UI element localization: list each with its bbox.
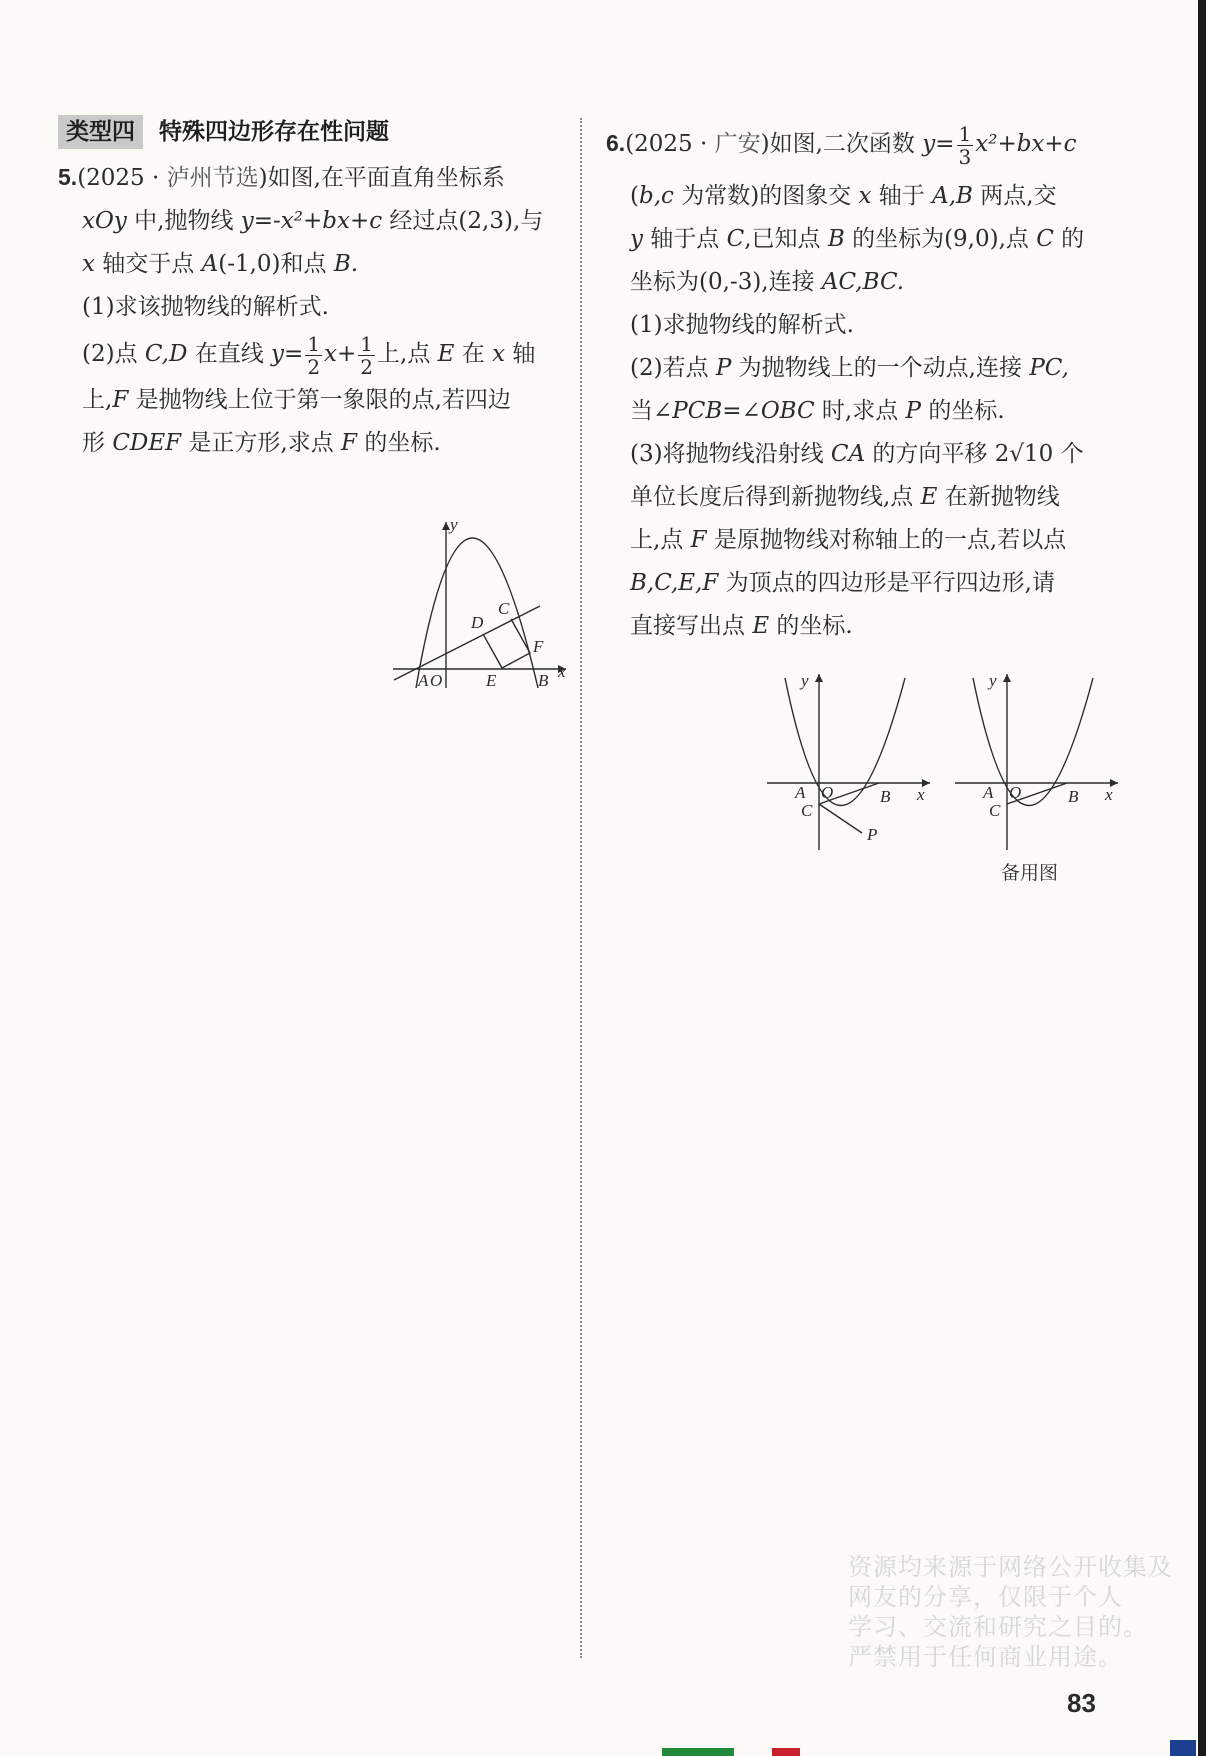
frac-third-den: 3 xyxy=(958,144,972,169)
problem6-source-open: (2025 · xyxy=(625,131,715,157)
p6l3-a: 轴于点 xyxy=(643,226,727,252)
p6l2-bc: b,c xyxy=(638,183,674,209)
q2l2-f: F xyxy=(112,387,129,413)
p6q3l5-a: 直接写出点 xyxy=(630,613,753,639)
p6q2-p: P xyxy=(715,355,732,381)
page-number: 83 xyxy=(1067,1688,1096,1718)
fraction-half-2 xyxy=(358,333,375,378)
problem6-q3-line2 xyxy=(606,476,1120,519)
problem6-q3-line1 xyxy=(606,433,1120,476)
q2l2-a: 上, xyxy=(82,387,113,413)
q2-axis: 轴 xyxy=(505,341,536,367)
p6q3-sqrt: √10 xyxy=(1009,441,1054,467)
problem5-number: 5. xyxy=(58,164,78,190)
p6q3-ca: CA xyxy=(830,441,866,467)
q2-d: 在 xyxy=(454,341,493,367)
p6l2-d: 两点,交 xyxy=(972,183,1057,209)
problem5-point-b: B. xyxy=(333,251,359,277)
problem5-q2-line3 xyxy=(58,422,570,465)
problem5-intro-b-mid: 中,抛物线 xyxy=(126,208,241,234)
square-cdef xyxy=(483,619,530,668)
p6q3l5-e: E xyxy=(752,613,770,639)
problem6-q1: (1)求抛物线的解析式. xyxy=(630,312,854,338)
p6q2l2-pcb: PCB xyxy=(672,398,723,424)
p6l2-x: x xyxy=(858,183,872,209)
column-divider xyxy=(580,118,582,1658)
p6q3-a: (3)将抛物线沿射线 xyxy=(630,441,831,467)
q2l3-cdef: CDEF xyxy=(112,430,182,456)
fraction-third xyxy=(957,123,974,168)
problem5-source-close: ) xyxy=(258,165,268,191)
q2-e: E xyxy=(437,341,455,367)
color-bar-blue xyxy=(1170,1740,1196,1756)
problem-5 xyxy=(58,156,570,465)
p6l3-e: 的 xyxy=(1053,226,1085,252)
problem6-source-close: ) xyxy=(760,131,770,157)
q2l3-c: 的坐标. xyxy=(357,430,441,456)
label-y: y xyxy=(450,518,458,534)
p6q3l4-b: 为顶点的四边形是平行四边形,请 xyxy=(718,570,1055,596)
problem5-q1: (1)求该抛物线的解析式. xyxy=(82,294,329,320)
problem5-var-x: x xyxy=(82,251,95,277)
p6q3l2-b: 在新抛物线 xyxy=(937,484,1060,510)
color-bar-green xyxy=(662,1748,734,1756)
p6l3-c: C xyxy=(726,226,745,252)
watermark-line-2: 网友的分享，仅限于个人 xyxy=(848,1583,1123,1611)
q2l3-b: 是正方形,求点 xyxy=(181,430,342,456)
p6q3-c: 个 xyxy=(1053,441,1084,467)
watermark xyxy=(848,1552,1206,1672)
problem6-figure-1 xyxy=(765,668,940,857)
q2-cd: C,D xyxy=(144,341,188,367)
problem5-intro-a: 如图,在平面直角坐标系 xyxy=(267,165,505,191)
p6q2l2-b: =∠ xyxy=(722,398,761,424)
frac-third-num: 1 xyxy=(958,121,972,146)
p6q3l3-f: F xyxy=(690,527,707,553)
label-C: C xyxy=(989,801,1001,820)
problem5-var-xoy: xOy xyxy=(82,208,127,234)
p6q2-b: 为抛物线上的一个动点,连接 xyxy=(731,355,1030,381)
problem6-intro-a: 如图,二次函数 xyxy=(769,131,923,157)
problem5-coord-a: (-1,0) xyxy=(218,251,281,277)
label-C: C xyxy=(801,801,813,820)
right-column xyxy=(606,112,1120,648)
p6l2-c: 轴于 xyxy=(871,183,933,209)
label-A: A xyxy=(418,671,429,690)
problem6-q2-line1 xyxy=(606,347,1120,390)
problem6-line4 xyxy=(606,261,1120,304)
problem6-eq-y: y= xyxy=(922,131,955,157)
p6q2l2-d: 的坐标. xyxy=(921,398,1005,424)
q2-c: 上,点 xyxy=(377,341,438,367)
p6l3-y: y xyxy=(630,226,643,252)
problem6-eq-rest: x²+bx+c xyxy=(975,131,1077,157)
label-C: C xyxy=(498,599,510,618)
watermark-line-1: 资源均来源于网络公开收集及 xyxy=(848,1553,1173,1581)
spare-figure-caption: 备用图 xyxy=(1001,862,1059,884)
label-B: B xyxy=(538,671,549,690)
y-axis-arrow xyxy=(442,522,450,530)
p6l3-d: 的坐标为(9,0),点 xyxy=(844,226,1037,252)
problem5-line1 xyxy=(58,156,570,200)
segment-cp xyxy=(819,804,862,833)
label-x: x xyxy=(558,662,566,681)
problem6-q3-line5 xyxy=(606,605,1120,648)
problem6-line1 xyxy=(606,112,1120,175)
p6q3l2-a: 单位长度后得到新抛物线,点 xyxy=(630,484,921,510)
label-F: F xyxy=(533,637,544,656)
problem5-line2 xyxy=(58,200,570,243)
label-y: y xyxy=(989,671,997,690)
problem6-line3 xyxy=(606,218,1120,261)
label-O: O xyxy=(1009,783,1022,802)
fraction-half-1 xyxy=(305,333,322,378)
p6l3-b: ,已知点 xyxy=(744,226,828,252)
label-B: B xyxy=(880,787,891,806)
problem6-q3-line4 xyxy=(606,562,1120,605)
p6q3l3-a: 上,点 xyxy=(630,527,691,553)
problem6-q2-line2 xyxy=(606,390,1120,433)
problem5-source: 泸州节选 xyxy=(166,165,259,191)
problem5-intro-c-text: 轴交于点 xyxy=(94,251,202,277)
q2-eq-y: y= xyxy=(271,341,304,367)
p6q3l5-b: 的坐标. xyxy=(769,613,853,639)
problem5-figure xyxy=(388,518,573,697)
problem6-number: 6. xyxy=(606,130,626,156)
watermark-line-4: 严禁用于任何商业用途。 xyxy=(848,1643,1123,1671)
p6q2l2-c: 时,求点 xyxy=(814,398,906,424)
label-O: O xyxy=(821,783,834,802)
problem5-q2-line2 xyxy=(58,379,570,422)
p6q2l2-a: 当∠ xyxy=(630,398,673,424)
q2-eq-x: x+ xyxy=(324,341,357,367)
q2l2-b: 是抛物线上位于第一象限的点,若四边 xyxy=(128,387,511,413)
problem5-line3 xyxy=(58,243,570,286)
frac1-num: 1 xyxy=(307,331,321,356)
q2l3-a: 形 xyxy=(82,430,113,456)
page-edge xyxy=(1198,0,1206,1756)
p6l4-a: 坐标为(0,-3),连接 xyxy=(630,269,822,295)
label-P: P xyxy=(867,825,878,844)
p6l2-b: 为常数)的图象交 xyxy=(673,183,859,209)
p6q3l3-b: 是原抛物线对称轴上的一点,若以点 xyxy=(706,527,1067,553)
problem5-intro-c-end: 和点 xyxy=(280,251,334,277)
left-column xyxy=(58,112,570,465)
section-header xyxy=(58,112,570,152)
label-B: B xyxy=(1068,787,1079,806)
problem5-intro-b-end: 经过点(2,3),与 xyxy=(382,208,544,234)
frac2-den: 2 xyxy=(360,354,374,379)
watermark-line-3: 学习、交流和研究之目的。 xyxy=(848,1613,1148,1641)
label-y: y xyxy=(801,671,809,690)
label-x: x xyxy=(917,785,925,804)
problem6-source: 广安 xyxy=(714,131,761,157)
p6q3-b: 的方向平移 2 xyxy=(865,441,1010,467)
problem6-figure-2 xyxy=(953,668,1128,857)
problem6-q3-line3 xyxy=(606,519,1120,562)
problem5-point-a: A xyxy=(201,251,219,277)
p6q3l2-e: E xyxy=(920,484,938,510)
p6l3-c2: C xyxy=(1036,226,1054,252)
label-O: O xyxy=(430,671,443,690)
p6q3l4-a: B,C,E,F xyxy=(630,570,719,596)
label-A: A xyxy=(983,783,994,802)
p6q2-pc: PC, xyxy=(1029,355,1069,381)
p6l3-bpt: B xyxy=(827,226,845,252)
problem5-source-open: (2025 · xyxy=(77,165,167,191)
q2-b: 在直线 xyxy=(187,341,272,367)
section-title: 特殊四边形存在性问题 xyxy=(159,118,389,145)
problem5-equation: y=-x²+bx+c xyxy=(240,208,383,234)
q2l3-f: F xyxy=(341,430,358,456)
problem6-line2 xyxy=(606,175,1120,218)
label-A: A xyxy=(795,783,806,802)
p6q2l2-obc: OBC xyxy=(760,398,815,424)
p6l2-ab: A,B xyxy=(932,183,973,209)
frac1-den: 2 xyxy=(307,354,321,379)
p6l4-acbc: AC,BC. xyxy=(821,269,905,295)
p6q2l2-p: P xyxy=(905,398,922,424)
frac2-num: 1 xyxy=(360,331,374,356)
color-bar-red xyxy=(772,1748,800,1756)
q2-x: x xyxy=(492,341,506,367)
label-E: E xyxy=(486,671,497,690)
p6l2-a: ( xyxy=(630,183,639,209)
y-axis-arrow xyxy=(1003,674,1011,682)
p6q2-a: (2)若点 xyxy=(630,355,716,381)
label-x: x xyxy=(1105,785,1113,804)
problem5-q2-line1 xyxy=(58,329,570,379)
q2-a: (2)点 xyxy=(82,341,145,367)
label-D: D xyxy=(471,613,484,632)
section-badge: 类型四 xyxy=(58,115,143,149)
y-axis-arrow xyxy=(815,674,823,682)
